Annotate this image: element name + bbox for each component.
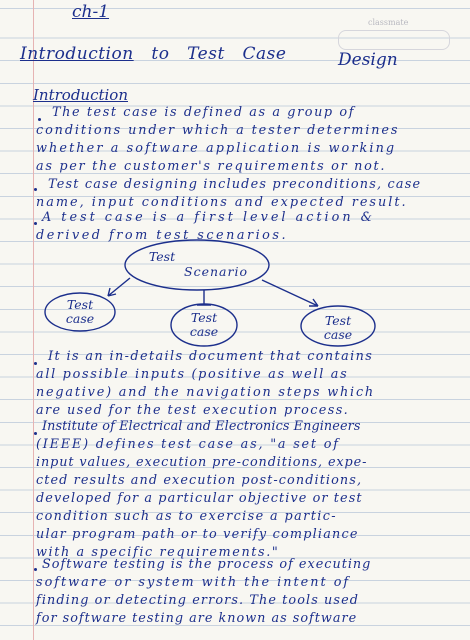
text-line: It is an in-details document that contains	[48, 349, 374, 364]
section-heading: Introduction	[33, 86, 128, 104]
brand-mark: classmate	[368, 18, 409, 27]
text-line: are used for the test execution process.	[36, 403, 350, 418]
case-label-right-1: Test	[324, 313, 352, 328]
scenario-label-2: Scenario	[184, 264, 248, 279]
text-line: input values, execution pre-conditions, expe-	[36, 455, 368, 470]
chapter-label: ch-1	[72, 2, 110, 22]
case-label-mid-2: case	[189, 324, 219, 339]
text-line: Institute of Electrical and Electronics Engineers	[42, 419, 361, 434]
text-line: with a specific requirements."	[36, 545, 280, 560]
text-line: cted results and execution post-conditions,	[36, 473, 363, 488]
arrow-middle	[197, 290, 211, 305]
text-line: negative) and the navigation steps which	[36, 385, 375, 400]
text-line: A test case is a first level action &	[42, 210, 376, 225]
arrow-right	[262, 280, 318, 306]
scenario-label-1: Test	[148, 249, 176, 264]
case-label-mid-1: Test	[190, 310, 218, 325]
case-label-left-1: Test	[66, 297, 94, 312]
text-line: condition such as to exercise a partic-	[36, 509, 338, 524]
text-line: software or system with the intent of	[36, 575, 351, 590]
text-line: The test case is defined as a group of	[52, 105, 356, 120]
text-line: whether a software application is working	[36, 141, 397, 156]
text-line: (IEEE) defines test case as, "a set of	[36, 437, 340, 452]
arrow-left	[108, 278, 130, 296]
case-label-left-2: case	[65, 311, 95, 326]
text-line: ular program path or to verify compliance	[36, 527, 359, 542]
bullet-dot	[34, 568, 37, 571]
bullet-dot	[34, 362, 37, 365]
text-line: finding or detecting errors. The tools used	[36, 593, 360, 608]
text-line: derived from test scenarios.	[36, 228, 289, 243]
text-line: all possible inputs (positive as well as	[36, 367, 349, 382]
case-label-right-2: case	[323, 327, 353, 342]
text-line: name, input conditions and expected result.	[36, 195, 408, 210]
text-line: conditions under which a tester determines	[36, 123, 400, 138]
text-line: developed for a particular objective or test	[36, 491, 363, 506]
page-title: Introduction to Test Case	[20, 44, 287, 64]
text-line: as per the customer's requirements or not.	[36, 159, 387, 174]
text-line: for software testing are known as software	[36, 611, 358, 626]
text-line: Software testing is the process of executing	[42, 557, 372, 572]
bullet-dot	[34, 432, 37, 435]
page-title-design: Design	[338, 50, 398, 70]
text-line: Test case designing includes preconditions, case	[48, 177, 422, 192]
